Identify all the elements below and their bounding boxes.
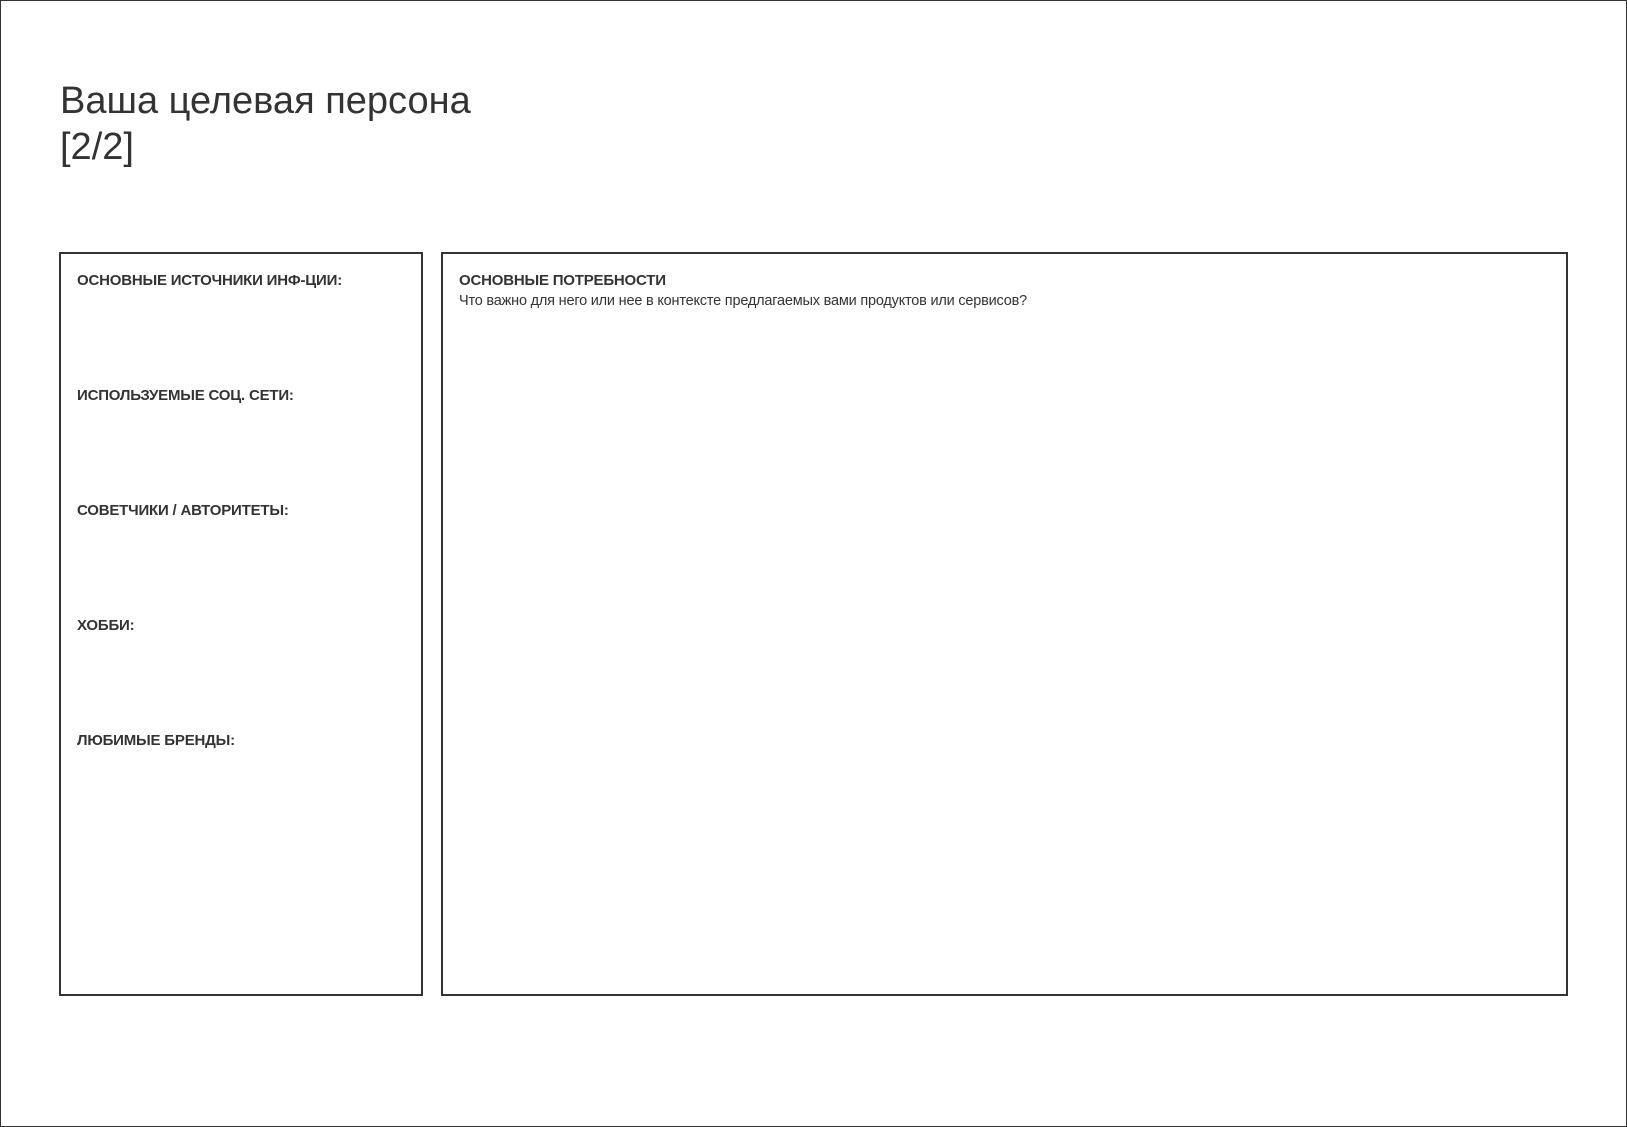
core-needs-label: ОСНОВНЫЕ ПОТРЕБНОСТИ <box>459 272 666 289</box>
info-sources-label: ОСНОВНЫЕ ИСТОЧНИКИ ИНФ-ЦИИ: <box>77 272 343 289</box>
favorite-brands-label: ЛЮБИМЫЕ БРЕНДЫ: <box>77 732 235 749</box>
hobbies-label: ХОББИ: <box>77 617 135 634</box>
page-title-line-2: [2/2] <box>60 126 134 168</box>
page-title-line-1: Ваша целевая персона <box>60 80 471 122</box>
social-networks-label: ИСПОЛЬЗУЕМЫЕ СОЦ. СЕТИ: <box>77 387 294 404</box>
persona-details-panel <box>59 252 423 996</box>
core-needs-question: Что важно для него или нее в контексте предлагаемых вами продуктов или сервисов? <box>459 293 1027 309</box>
page-title <box>60 78 471 170</box>
core-needs-panel <box>441 252 1568 996</box>
advisors-label: СОВЕТЧИКИ / АВТОРИТЕТЫ: <box>77 502 289 519</box>
